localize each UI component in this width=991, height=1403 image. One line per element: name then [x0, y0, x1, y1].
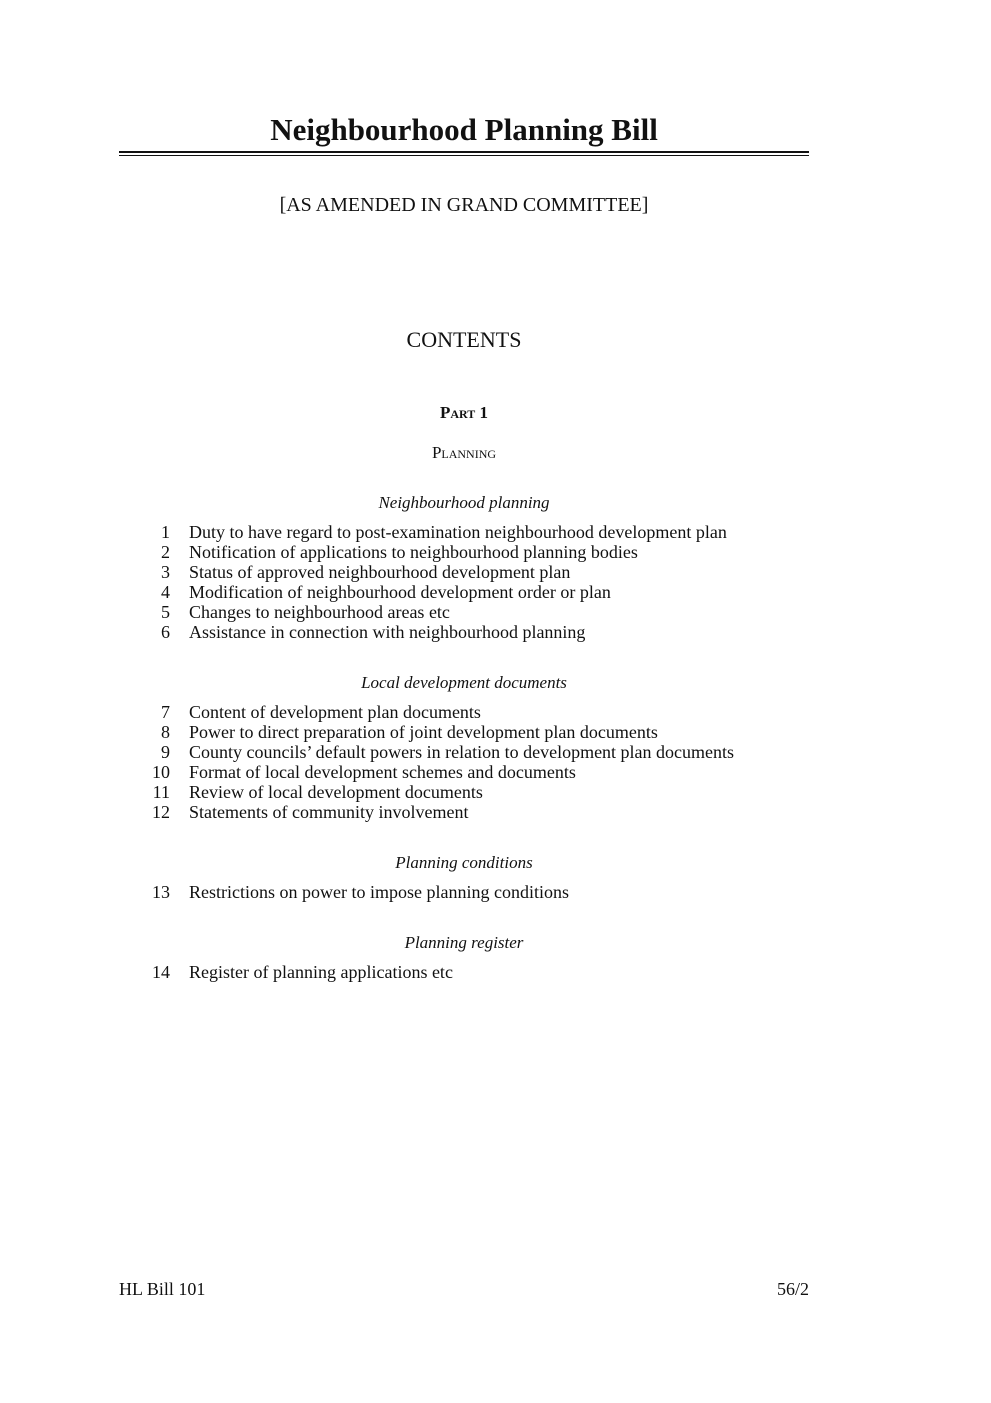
group-heading: Local development documents	[361, 673, 567, 692]
clause-title: Duty to have regard to post-examination neighbourhood development plan	[189, 522, 727, 542]
group-heading: Planning register	[404, 933, 524, 952]
contents-entry[interactable]	[119, 562, 809, 582]
contents-entry[interactable]	[119, 702, 809, 722]
clause-title: Statements of community involvement	[189, 802, 469, 822]
group-heading: Neighbourhood planning	[378, 493, 550, 512]
clause-number: 1	[161, 522, 170, 542]
clause-title: Power to direct preparation of joint development plan documents	[189, 722, 658, 742]
contents-entry[interactable]	[119, 762, 809, 782]
contents-entry[interactable]	[119, 962, 809, 982]
clause-title: Status of approved neighbourhood development plan	[189, 562, 571, 582]
clause-title: Restrictions on power to impose planning conditions	[189, 882, 569, 902]
clause-number: 11	[152, 782, 170, 802]
contents-group-planning-conditions	[119, 852, 809, 902]
clause-number: 14	[152, 962, 170, 982]
contents-group-neighbourhood-planning	[119, 492, 809, 642]
clause-number: 4	[161, 582, 170, 602]
clause-title: Assistance in connection with neighbourhood planning	[189, 622, 586, 642]
contents-entry[interactable]	[119, 602, 809, 622]
contents-entry[interactable]	[119, 542, 809, 562]
title-rule-thin	[119, 155, 809, 156]
clause-title: Notification of applications to neighbourhood planning bodies	[189, 542, 638, 562]
part-number: Part 1	[439, 403, 489, 422]
clause-number: 3	[161, 562, 170, 582]
title-rule-thick	[119, 151, 809, 153]
clause-number: 6	[161, 622, 170, 642]
clause-number: 7	[161, 702, 170, 722]
contents-entry[interactable]	[119, 722, 809, 742]
contents-entry[interactable]	[119, 782, 809, 802]
clause-number: 9	[161, 742, 170, 762]
contents-entry[interactable]	[119, 622, 809, 642]
clause-title: Changes to neighbourhood areas etc	[189, 602, 450, 622]
clause-number: 5	[161, 602, 170, 622]
bill-reference: HL Bill 101	[119, 1279, 206, 1299]
clause-number: 10	[152, 762, 170, 782]
clause-title: Modification of neighbourhood development order or plan	[189, 582, 611, 602]
clause-title: Format of local development schemes and documents	[189, 762, 576, 782]
contents-entry[interactable]	[119, 582, 809, 602]
contents-group-local-development-documents	[119, 672, 809, 822]
clause-title: Review of local development documents	[189, 782, 483, 802]
contents-heading: CONTENTS	[406, 327, 522, 352]
group-heading: Planning conditions	[395, 853, 533, 872]
clause-number: 8	[161, 722, 170, 742]
contents-entry[interactable]	[119, 882, 809, 902]
contents-group-planning-register	[119, 932, 809, 982]
part-title: Planning	[431, 443, 497, 462]
clause-title: County councils’ default powers in relation to development plan documents	[189, 742, 735, 762]
page-reference: 56/2	[776, 1279, 809, 1299]
contents-entry[interactable]	[119, 802, 809, 822]
clause-number: 2	[161, 542, 170, 562]
clause-title: Content of development plan documents	[189, 702, 481, 722]
clause-number: 12	[152, 802, 170, 822]
contents-entry[interactable]	[119, 522, 809, 542]
bill-status-subtitle: [AS AMENDED IN GRAND COMMITTEE]	[279, 194, 649, 216]
bill-title: Neighbourhood Planning Bill	[270, 112, 658, 147]
contents-entry[interactable]	[119, 742, 809, 762]
clause-title: Register of planning applications etc	[189, 962, 453, 982]
clause-number: 13	[152, 882, 170, 902]
